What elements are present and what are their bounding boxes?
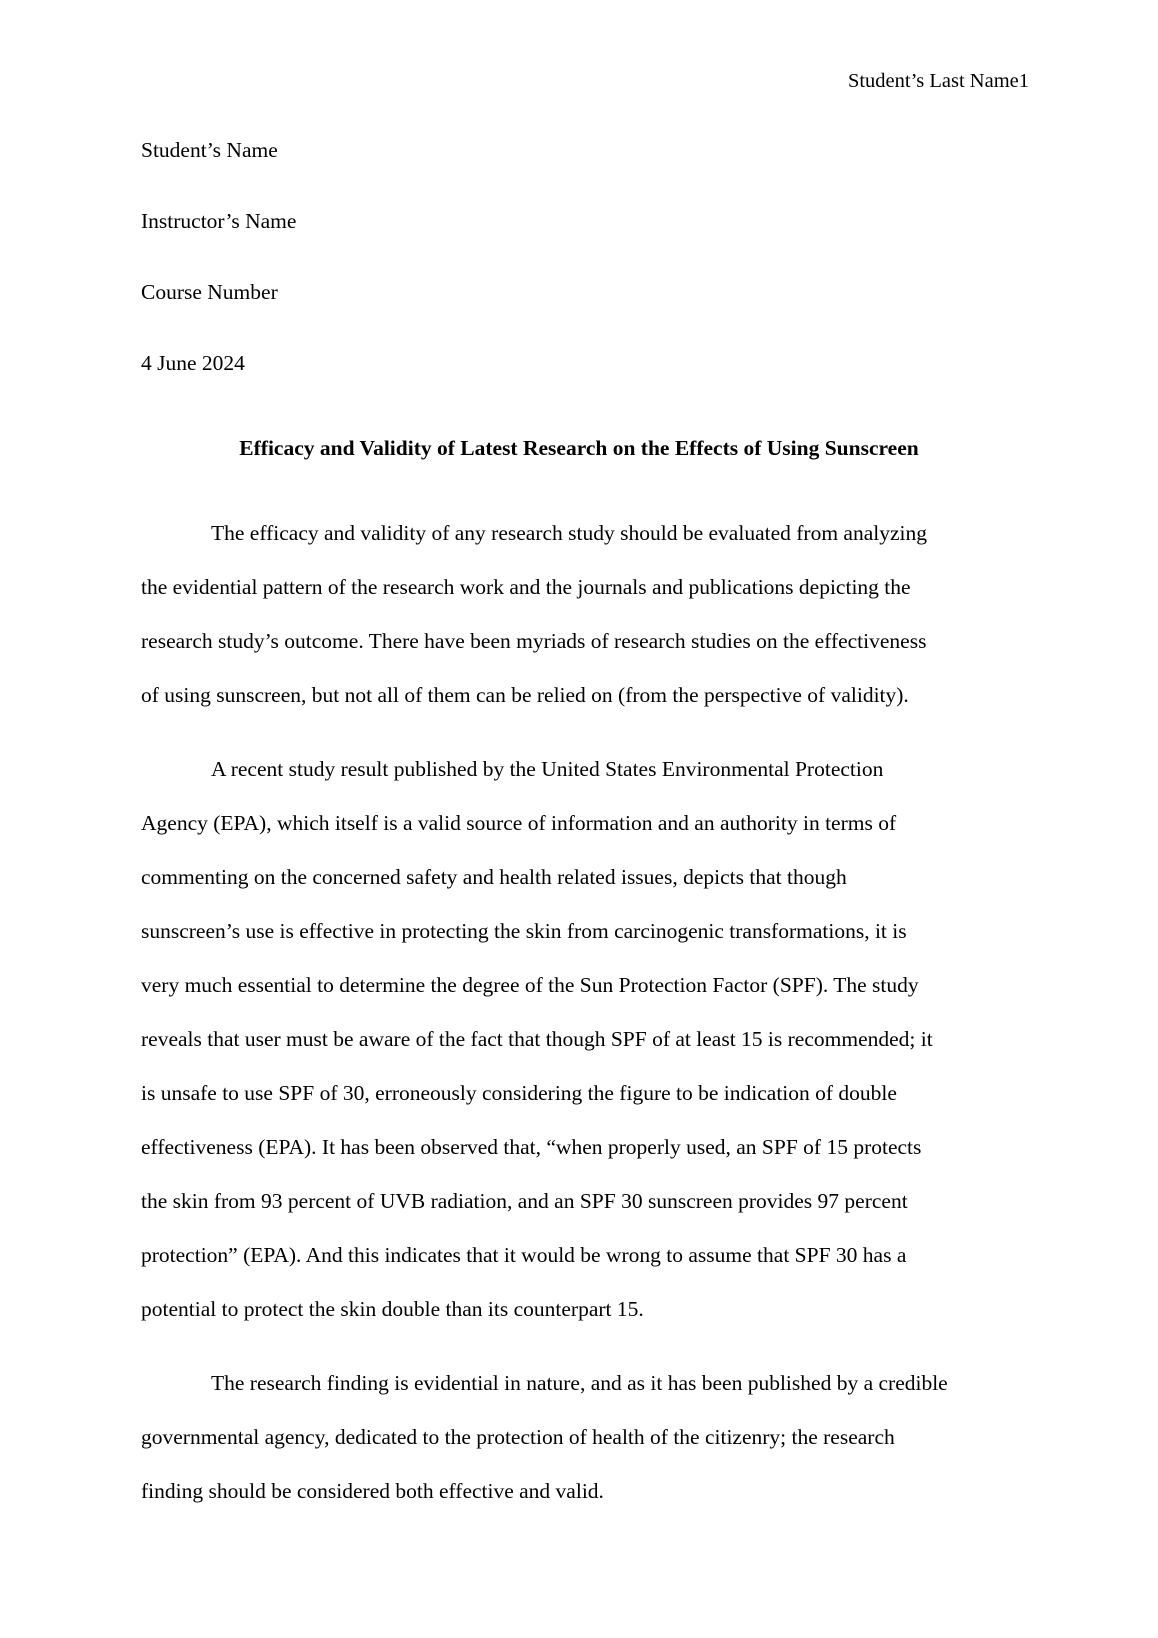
paragraph-line: potential to protect the skin double than its counterpart 15. bbox=[141, 1297, 644, 1321]
paragraph-line: research study’s outcome. There have been myriads of research studies on the effectiveness bbox=[141, 629, 927, 653]
paragraph-line: effectiveness (EPA). It has been observed that, “when properly used, an SPF of 15 protects bbox=[141, 1135, 922, 1159]
instructor-name: Instructor’s Name bbox=[141, 209, 297, 233]
paragraph-line: commenting on the concerned safety and health related issues, depicts that though bbox=[141, 865, 847, 889]
paragraph-line: the evidential pattern of the research work and the journals and publications depicting the bbox=[141, 575, 911, 599]
paragraph-line: protection” (EPA). And this indicates that it would be wrong to assume that SPF 30 has a bbox=[141, 1243, 907, 1267]
paragraph-1 bbox=[141, 506, 1021, 722]
paragraph-3 bbox=[141, 1356, 1021, 1518]
paragraph-line: governmental agency, dedicated to the protection of health of the citizenry; the research bbox=[141, 1425, 895, 1449]
paragraph-line: of using sunscreen, but not all of them can be relied on (from the perspective of validity). bbox=[141, 683, 909, 707]
paragraph-2 bbox=[141, 742, 1021, 1336]
paragraph-line: The research finding is evidential in nature, and as it has been published by a credible bbox=[211, 1371, 948, 1395]
document-body bbox=[141, 506, 1021, 1538]
paragraph-line: A recent study result published by the United States Environmental Protection bbox=[211, 757, 884, 781]
paragraph-line: is unsafe to use SPF of 30, erroneously considering the figure to be indication of double bbox=[141, 1081, 897, 1105]
paragraph-line: reveals that user must be aware of the fact that though SPF of at least 15 is recommended; it bbox=[141, 1027, 933, 1051]
document-title: Efficacy and Validity of Latest Research on the Effects of Using Sunscreen bbox=[239, 436, 919, 460]
document-date: 4 June 2024 bbox=[141, 351, 245, 375]
paragraph-line: sunscreen’s use is effective in protecting the skin from carcinogenic transformations, it is bbox=[141, 919, 907, 943]
paragraph-line: Agency (EPA), which itself is a valid source of information and an authority in terms of bbox=[141, 811, 897, 835]
course-number: Course Number bbox=[141, 280, 278, 304]
running-head: Student’s Last Name1 bbox=[847, 70, 1029, 92]
paragraph-line: finding should be considered both effective and valid. bbox=[141, 1479, 604, 1503]
student-name: Student’s Name bbox=[141, 138, 278, 162]
paragraph-line: the skin from 93 percent of UVB radiation, and an SPF 30 sunscreen provides 97 percent bbox=[141, 1189, 908, 1213]
paragraph-line: The efficacy and validity of any research study should be evaluated from analyzing bbox=[211, 521, 927, 545]
paragraph-line: very much essential to determine the degree of the Sun Protection Factor (SPF). The study bbox=[141, 973, 919, 997]
